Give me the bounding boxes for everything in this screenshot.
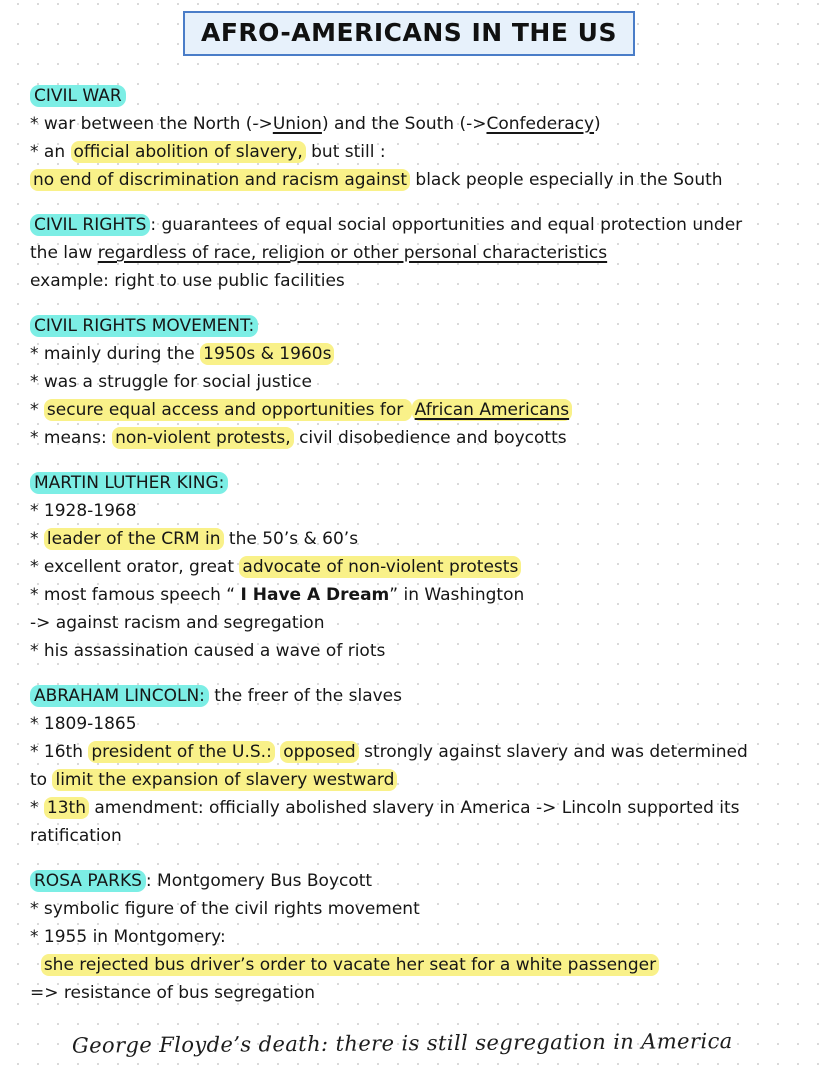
note-text: the law: [30, 243, 98, 263]
section-martin-luther-king: [30, 469, 810, 665]
note-line: [30, 368, 810, 396]
section-civil-rights-movement: [30, 312, 810, 452]
note-text: * an: [30, 142, 71, 162]
note-text: : Montgomery Bus Boycott: [145, 871, 373, 891]
note-text: * was a struggle for social justice: [30, 372, 312, 392]
note-text: * most famous speech “: [30, 585, 241, 605]
highlighted-text: president of the U.S.:: [88, 741, 274, 763]
section-abraham-lincoln: [30, 682, 810, 850]
section-rosa-parks: [30, 867, 810, 1007]
note-line: [30, 951, 810, 979]
note-line: [30, 267, 810, 295]
note-line: [30, 923, 810, 951]
note-text: * 16th: [30, 742, 89, 762]
note-line: [30, 682, 810, 710]
highlighted-text: CIVIL RIGHTS MOVEMENT:: [30, 315, 258, 337]
note-text: -> against racism and segregation: [30, 613, 325, 633]
note-text: *: [30, 798, 44, 818]
note-line: [30, 211, 810, 239]
note-text: ” in Washington: [389, 585, 525, 605]
note-line: [30, 895, 810, 923]
note-text: * excellent orator, great: [30, 557, 240, 577]
highlighted-text: advocate of non-violent protests: [239, 556, 521, 578]
page-title: AFRO-AMERICANS IN THE US: [183, 11, 635, 56]
note-text: *: [30, 529, 44, 549]
note-text: Confederacy: [486, 114, 595, 134]
note-line: [30, 553, 810, 581]
note-line: [30, 581, 810, 609]
highlighted-text: CIVIL WAR: [30, 85, 126, 107]
note-text: => resistance of bus segregation: [30, 983, 316, 1003]
note-line: [30, 312, 810, 340]
note-text: to: [30, 770, 53, 790]
note-line: [30, 469, 810, 497]
note-text: * means:: [30, 428, 113, 448]
note-text: the 50’s & 60’s: [223, 529, 359, 549]
notes-body: [30, 82, 810, 1007]
highlighted-text: opposed: [280, 741, 359, 763]
note-text: strongly against slavery and was determined: [358, 742, 748, 762]
note-text: amendment: officially abolished slavery in America -> Lincoln supported its: [88, 798, 740, 818]
note-line: [30, 396, 810, 424]
note-line: [30, 138, 810, 166]
highlighted-text: ROSA PARKS: [30, 870, 146, 892]
note-text: regardless of race, religion or other personal characteristics: [97, 243, 608, 263]
note-text: but still :: [305, 142, 386, 162]
note-line: [30, 110, 810, 138]
note-line: [30, 738, 810, 766]
highlighted-text: 13th: [44, 797, 89, 819]
highlighted-text: official abolition of slavery,: [71, 141, 306, 163]
note-line: [30, 525, 810, 553]
note-text: ): [594, 114, 601, 134]
note-line: [30, 979, 810, 1007]
highlighted-text: limit the expansion of slavery westward: [52, 769, 397, 791]
note-line: [30, 710, 810, 738]
note-line: [30, 867, 810, 895]
handwritten-note: George Floyde’s death: there is still segregation in America: [71, 1029, 733, 1058]
note-text: the freer of the slaves: [208, 686, 402, 706]
note-text: example: right to use public facilities: [30, 271, 345, 291]
note-line: [30, 239, 810, 267]
note-text: ratification: [30, 826, 122, 846]
note-text: * 1955 in Montgomery:: [30, 927, 226, 947]
note-text: * 1928-1968: [30, 501, 137, 521]
note-line: [30, 794, 810, 822]
note-text: civil disobedience and boycotts: [293, 428, 567, 448]
highlighted-text: ABRAHAM LINCOLN:: [30, 685, 209, 707]
highlighted-text: no end of discrimination and racism against: [30, 169, 410, 191]
note-text: * 1809-1865: [30, 714, 137, 734]
note-text: *: [30, 400, 44, 420]
highlighted-text: leader of the CRM in: [44, 528, 224, 550]
section-civil-war: [30, 82, 810, 194]
highlighted-text: African Americans: [412, 399, 572, 421]
note-text: * mainly during the: [30, 344, 201, 364]
highlighted-text: secure equal access and opportunities for: [44, 399, 412, 421]
highlighted-text: she rejected bus driver’s order to vacate her seat for a white passenger: [41, 954, 659, 976]
highlighted-text: CIVIL RIGHTS: [30, 214, 150, 236]
note-line: [30, 166, 810, 194]
note-line: [30, 637, 810, 665]
highlighted-text: MARTIN LUTHER KING:: [30, 472, 228, 494]
note-line: [30, 766, 810, 794]
note-text: * war between the North (->: [30, 114, 273, 134]
highlighted-text: 1950s & 1960s: [200, 343, 334, 365]
note-line: [30, 424, 810, 452]
note-line: [30, 82, 810, 110]
note-line: [30, 497, 810, 525]
note-text: Union: [272, 114, 322, 134]
note-line: [30, 822, 810, 850]
note-text: I Have A Dream: [240, 585, 390, 605]
note-line: [30, 609, 810, 637]
highlighted-text: non-violent protests,: [112, 427, 294, 449]
section-civil-rights: [30, 211, 810, 295]
note-line: [30, 340, 810, 368]
note-text: [30, 955, 41, 975]
note-text: * his assassination caused a wave of riots: [30, 641, 386, 661]
note-text: black people especially in the South: [410, 170, 723, 190]
note-text: ) and the South (->: [321, 114, 487, 134]
note-text: : guarantees of equal social opportunities and equal protection under: [150, 215, 743, 235]
note-text: * symbolic figure of the civil rights movement: [30, 899, 420, 919]
